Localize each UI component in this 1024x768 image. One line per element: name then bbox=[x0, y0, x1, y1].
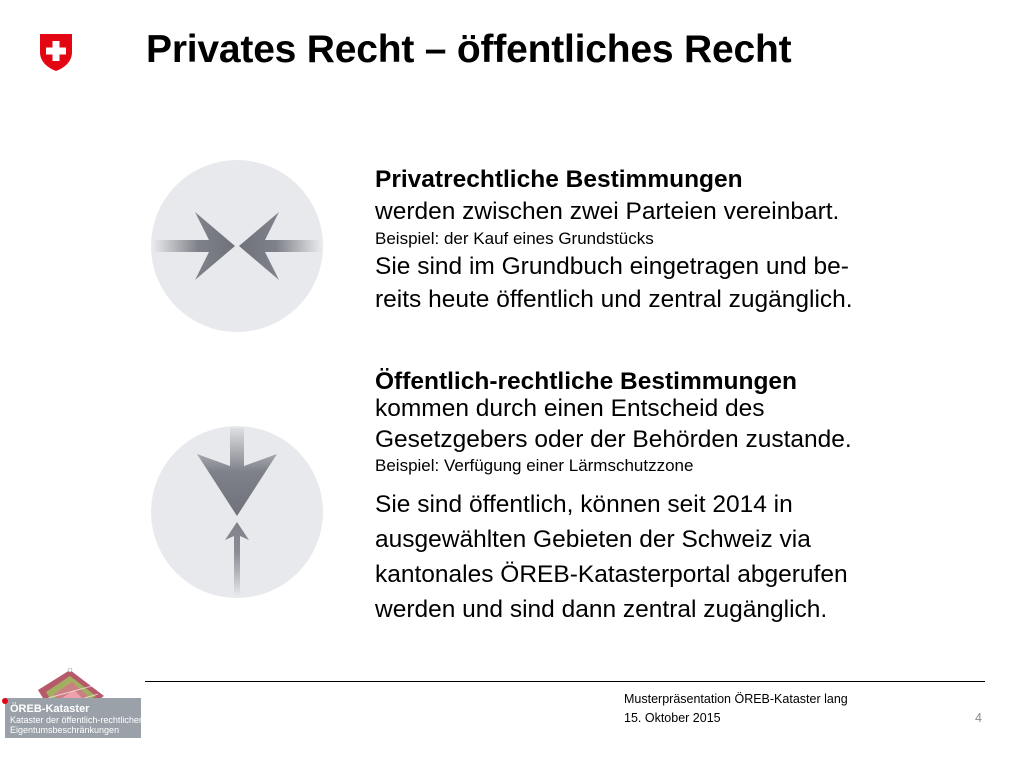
public-law-heading: Öffentlich-rechtliche Bestimmungen bbox=[375, 368, 798, 395]
footer-divider bbox=[145, 681, 985, 682]
swiss-cross-icon bbox=[38, 32, 74, 72]
private-law-text: reits heute öffentlich und zentral zugänglich. bbox=[375, 286, 853, 313]
private-law-text: Sie sind im Grundbuch eingetragen und be- bbox=[375, 253, 849, 280]
footer-presentation-name: Musterpräsentation ÖREB-Kataster lang bbox=[624, 692, 848, 706]
page-number: 4 bbox=[975, 711, 982, 725]
private-law-example: Beispiel: der Kauf eines Grundstücks bbox=[375, 229, 654, 248]
slide-title: Privates Recht – öffentliches Recht bbox=[146, 28, 792, 71]
logo-subtitle: Eigentumsbeschränkungen bbox=[10, 725, 120, 735]
public-law-text: ausgewählten Gebieten der Schweiz via bbox=[375, 526, 811, 553]
private-law-block bbox=[375, 163, 853, 316]
footer-date: 15. Oktober 2015 bbox=[624, 711, 721, 725]
private-law-heading: Privatrechtliche Bestimmungen bbox=[375, 166, 743, 193]
logo-subtitle: Kataster der öffentlich-rechtlichen bbox=[10, 715, 144, 725]
private-law-text: werden zwischen zwei Parteien vereinbart. bbox=[375, 198, 840, 225]
public-law-text: kommen durch einen Entscheid des bbox=[375, 395, 765, 422]
public-law-text: kantonales ÖREB-Katasterportal abgerufen bbox=[375, 561, 848, 588]
public-law-text: Sie sind öffentlich, können seit 2014 in bbox=[375, 491, 793, 518]
logo-name: ÖREB-Kataster bbox=[10, 703, 90, 715]
public-law-example: Beispiel: Verfügung einer Lärmschutzzone bbox=[375, 456, 694, 475]
top-down-arrow-icon bbox=[151, 426, 323, 598]
converging-arrows-icon bbox=[151, 160, 323, 332]
public-law-block bbox=[375, 365, 852, 627]
public-law-text: Gesetzgebers oder der Behörden zustande. bbox=[375, 426, 852, 453]
public-law-text: werden und sind dann zentral zugänglich. bbox=[375, 596, 828, 623]
